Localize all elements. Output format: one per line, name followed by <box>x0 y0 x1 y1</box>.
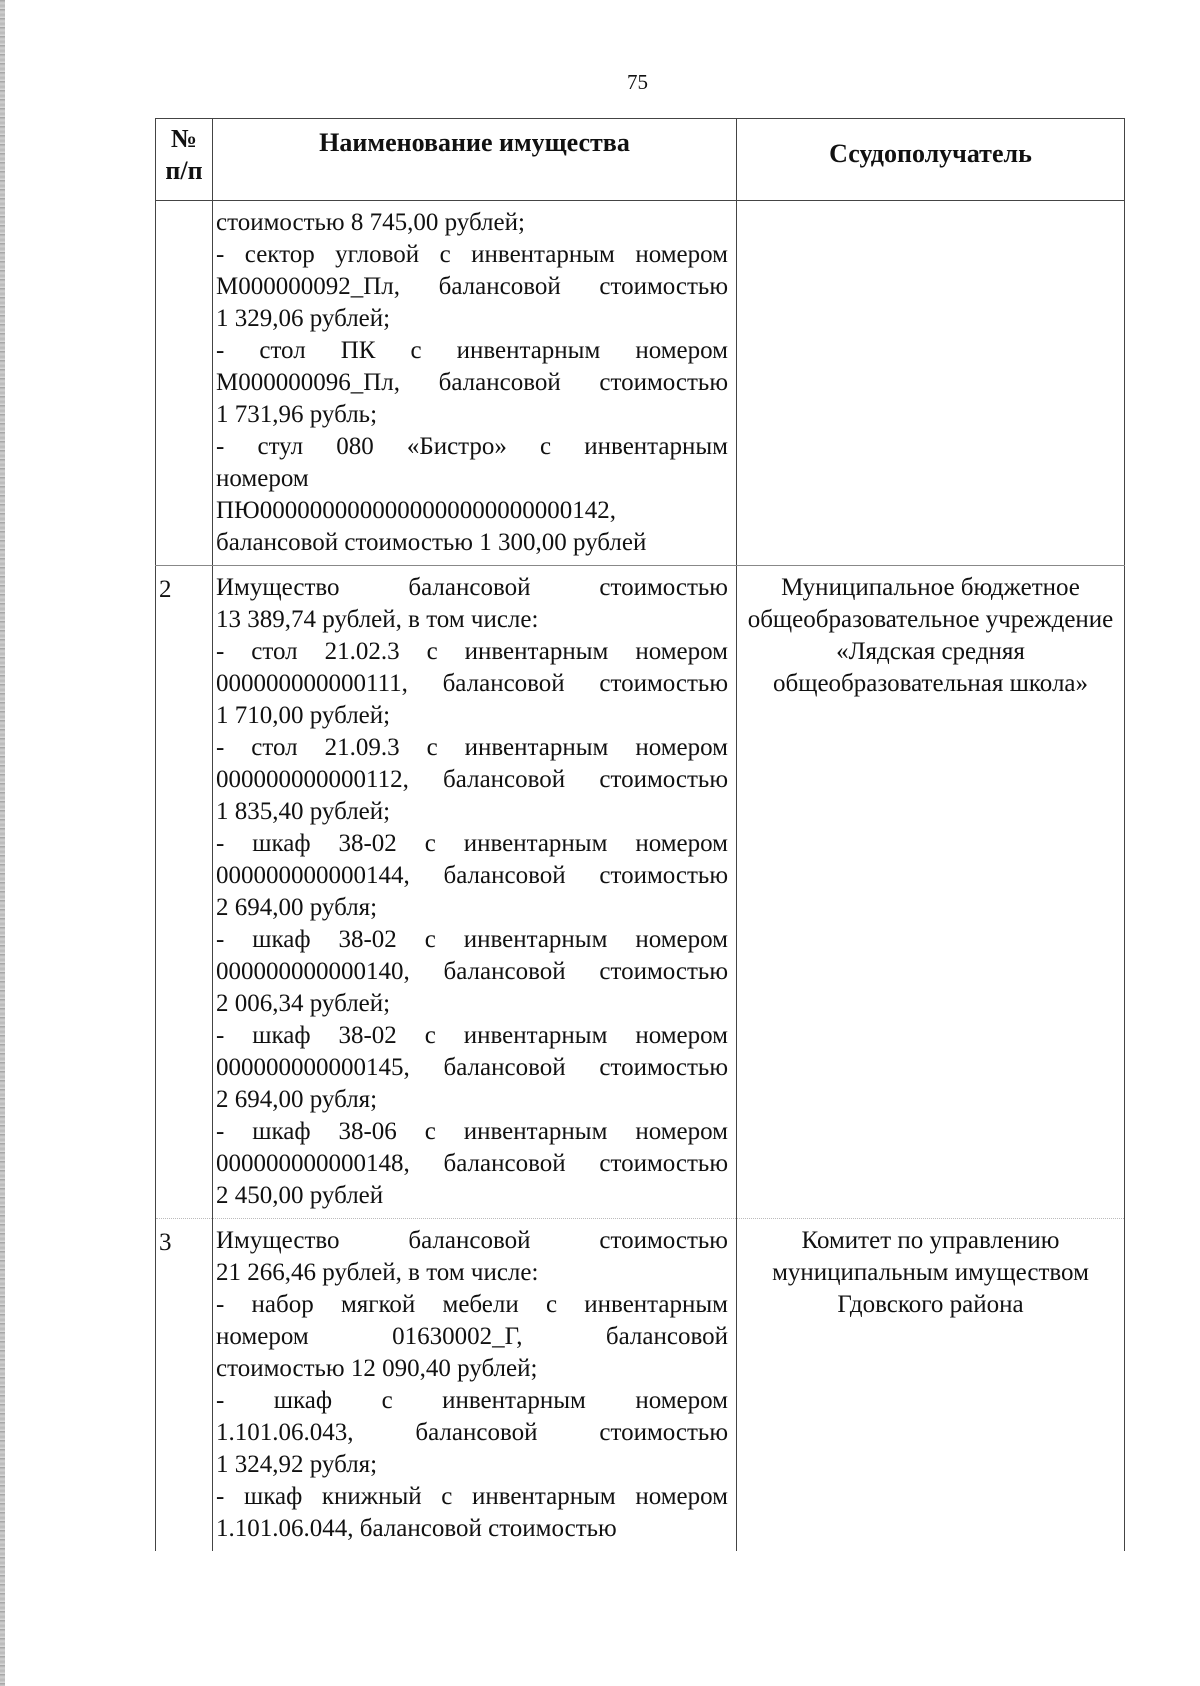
description-line: номером <box>216 465 309 492</box>
description-line: балансовой стоимостью 1 300,00 рублей <box>216 529 647 556</box>
description-line: - стол 21.02.3 с инвентарным номером <box>216 638 728 665</box>
table-header-row <box>156 119 1125 201</box>
description-line: 13 389,74 рублей, в том числе: <box>216 606 539 633</box>
description-line: стоимостью 12 090,40 рублей; <box>216 1355 538 1382</box>
description-line: 1.101.06.044, балансовой стоимостью <box>216 1515 617 1542</box>
description-line: 000000000000111, балансовой стоимостью <box>216 670 728 697</box>
description-line: 1.101.06.043, балансовой стоимостью <box>216 1419 728 1446</box>
description-line: 000000000000145, балансовой стоимостью <box>216 1054 728 1081</box>
table-row <box>156 201 1125 566</box>
description-line: 1 835,40 рублей; <box>216 798 391 825</box>
description-line: ПЮ0000000000000000000000000142, <box>216 497 616 524</box>
description-line: - шкаф 38-02 с инвентарным номером <box>216 926 728 953</box>
description-line: 000000000000140, балансовой стоимостью <box>216 958 728 985</box>
description-line: 2 450,00 рублей <box>216 1182 384 1209</box>
description-line: 000000000000112, балансовой стоимостью <box>216 766 728 793</box>
description-line: М000000096_Пл, балансовой стоимостью <box>216 369 728 396</box>
property-description <box>213 201 737 566</box>
description-line: 2 694,00 рубля; <box>216 1086 378 1113</box>
row-number <box>156 201 213 566</box>
description-line: - шкаф с инвентарным номером <box>216 1387 728 1414</box>
description-line: стоимостью 8 745,00 рублей; <box>216 209 525 236</box>
property-description <box>213 566 737 1219</box>
header-recipient: Ссудополучатель <box>737 119 1125 201</box>
description-line: - стул 080 «Бистро» с инвентарным <box>216 433 728 460</box>
description-line: 1 324,92 рубля; <box>216 1451 378 1478</box>
recipient-name <box>737 201 1125 566</box>
description-line: Имущество балансовой стоимостью <box>216 1227 728 1254</box>
page-number: 75 <box>627 70 648 94</box>
description-line: - шкаф 38-02 с инвентарным номером <box>216 1022 728 1049</box>
header-property-name: Наименование имущества <box>213 119 737 201</box>
description-line: Имущество балансовой стоимостью <box>216 574 728 601</box>
table-row <box>156 1219 1125 1552</box>
recipient-name: Муниципальное бюджетное общеобразовательное учреждение «Лядская средняя общеобразовательная школа» <box>737 566 1125 1219</box>
description-line: 21 266,46 рублей, в том числе: <box>216 1259 539 1286</box>
property-table <box>155 118 1125 1551</box>
recipient-name: Комитет по управлению муниципальным имуществом Гдовского района <box>737 1219 1125 1552</box>
property-description <box>213 1219 737 1552</box>
header-number: № п/п <box>156 119 213 201</box>
description-line: - шкаф книжный с инвентарным номером <box>216 1483 728 1510</box>
description-line: М000000092_Пл, балансовой стоимостью <box>216 273 728 300</box>
row-number: 2 <box>156 566 213 1219</box>
description-line: 1 329,06 рублей; <box>216 305 391 332</box>
description-line: - шкаф 38-02 с инвентарным номером <box>216 830 728 857</box>
scan-edge <box>0 0 5 1686</box>
description-line: 1 710,00 рублей; <box>216 702 391 729</box>
description-line: 1 731,96 рубль; <box>216 401 378 428</box>
description-line: - шкаф 38-06 с инвентарным номером <box>216 1118 728 1145</box>
description-line: 2 006,34 рублей; <box>216 990 391 1017</box>
description-line: - сектор угловой с инвентарным номером <box>216 241 728 268</box>
description-line: номером 01630002_Г, балансовой <box>216 1323 728 1350</box>
description-line: - стол 21.09.3 с инвентарным номером <box>216 734 728 761</box>
description-line: - стол ПК с инвентарным номером <box>216 337 728 364</box>
table-row <box>156 566 1125 1219</box>
description-line: - набор мягкой мебели с инвентарным <box>216 1291 728 1318</box>
description-line: 000000000000144, балансовой стоимостью <box>216 862 728 889</box>
description-line: 2 694,00 рубля; <box>216 894 378 921</box>
row-number: 3 <box>156 1219 213 1552</box>
description-line: 000000000000148, балансовой стоимостью <box>216 1150 728 1177</box>
